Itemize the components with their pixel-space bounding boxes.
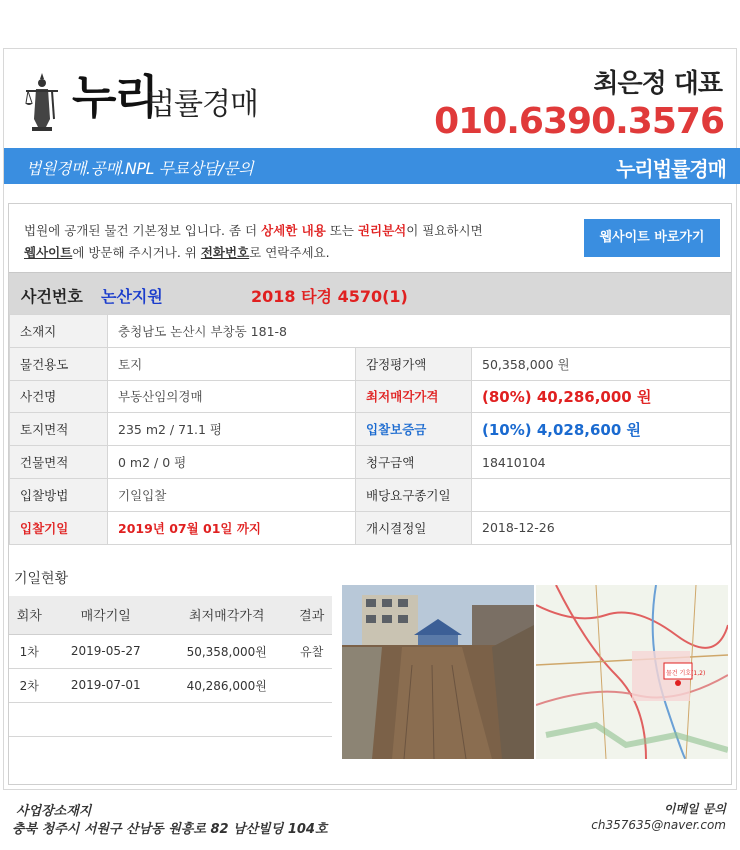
address-label: 사업장소재지 [16,804,92,819]
history-header: 매각기일 [50,596,162,634]
start-date-label: 개시결정일 [356,511,472,544]
map-property-label: 물건 기호(1,2) [666,670,706,677]
building-area-label: 건물면적 [10,446,108,479]
deposit-value: (10%) 4,028,600 원 [472,413,731,446]
history-cell: 2019-07-01 [50,668,162,702]
bid-method-label: 입찰방법 [10,478,108,511]
case-label: 사건번호 [21,287,83,306]
usage-value: 토지 [108,347,356,380]
start-date-value: 2018-12-26 [472,511,731,544]
table-row [10,380,731,413]
property-info-table [9,314,731,545]
notice-text [24,220,554,264]
case-number: 2018 타경 4570(1) [251,287,408,306]
history-header: 회차 [9,596,50,634]
history-header: 최저매각가격 [162,596,292,634]
logo-main-text: 누리 [72,70,157,124]
table-row [9,668,332,702]
history-title: 기일현황 [14,571,69,587]
history-cell: 유찰 [291,634,332,668]
notice-part: 법원에 공개된 물건 기본정보 입니다. 좀 더 [24,223,262,238]
email-link[interactable]: ch357635@naver.com [591,818,726,832]
consult-banner [4,148,740,184]
property-photo [342,585,534,759]
case-name-value: 부동산임의경매 [108,380,356,413]
table-row [10,478,731,511]
location-value: 충청남도 논산시 부창동 181-8 [108,315,731,348]
history-header-row [9,596,332,634]
header [4,49,736,149]
land-area-value: 235 m2 / 71.1 평 [108,413,356,446]
table-row [10,511,731,544]
location-map [536,585,728,759]
history-cell: 50,358,000원 [162,634,292,668]
claim-label: 청구금액 [356,446,472,479]
history-cell: 2차 [9,668,50,702]
history-empty-cell [9,702,332,736]
bid-date-value: 2019년 07월 01일 까지 [108,511,356,544]
table-row [10,315,731,348]
land-area-label: 토지면적 [10,413,108,446]
appraisal-label: 감정평가액 [356,347,472,380]
building-area-value: 0 m2 / 0 평 [108,446,356,479]
phone-link[interactable]: 전화번호 [200,245,250,260]
history-cell: 40,286,000원 [162,668,292,702]
brand-name: 누리법률경매 [616,157,726,181]
notice-emphasis: 권리분석 [357,223,407,238]
location-label: 소재지 [10,315,108,348]
case-name-label: 사건명 [10,380,108,413]
bid-date-label: 입찰기일 [10,511,108,544]
notice-emphasis: 상세한 내용 [261,223,326,238]
min-price-label: 최저매각가격 [356,380,472,413]
notice-part: 또는 [325,223,358,238]
phone-number[interactable]: 010.6390.3576 [434,101,724,142]
table-row [9,702,332,736]
consult-banner-text: 법원경매.공매.NPL 무료상담/문의 [26,159,254,178]
justice-statue-icon [22,69,62,131]
deposit-label: 입찰보증금 [356,413,472,446]
history-cell: 1차 [9,634,50,668]
usage-label: 물건용도 [10,347,108,380]
bid-method-value: 기일입찰 [108,478,356,511]
notice-part: 이 필요하시면 [406,223,483,238]
notice-part: 에 방문해 주시거나. 위 [72,245,201,260]
history-cell [291,668,332,702]
history-header: 결과 [291,596,332,634]
email-label: 이메일 문의 [663,802,726,816]
case-header [9,272,731,314]
notice-part: 로 연락주세요. [249,245,330,260]
history-cell: 2019-05-27 [50,634,162,668]
claim-value: 18410104 [472,446,731,479]
website-button[interactable]: 웹사이트 바로가기 [584,219,720,257]
logo-sub-text: 법률경매 [146,87,258,122]
dividend-value [472,478,731,511]
table-row [10,413,731,446]
table-row [10,347,731,380]
history-table [9,596,332,737]
address-value: 충북 청주시 서원구 산남동 원흥로 82 남산빌딩 104호 [12,822,328,837]
representative-name: 최은정 대표 [593,69,722,99]
case-court: 논산지원 [101,287,163,306]
dividend-label: 배당요구종기일 [356,478,472,511]
appraisal-value: 50,358,000 원 [472,347,731,380]
website-link[interactable]: 웹사이트 [24,245,73,260]
table-row [10,446,731,479]
table-row [9,634,332,668]
min-price-value: (80%) 40,286,000 원 [472,380,731,413]
